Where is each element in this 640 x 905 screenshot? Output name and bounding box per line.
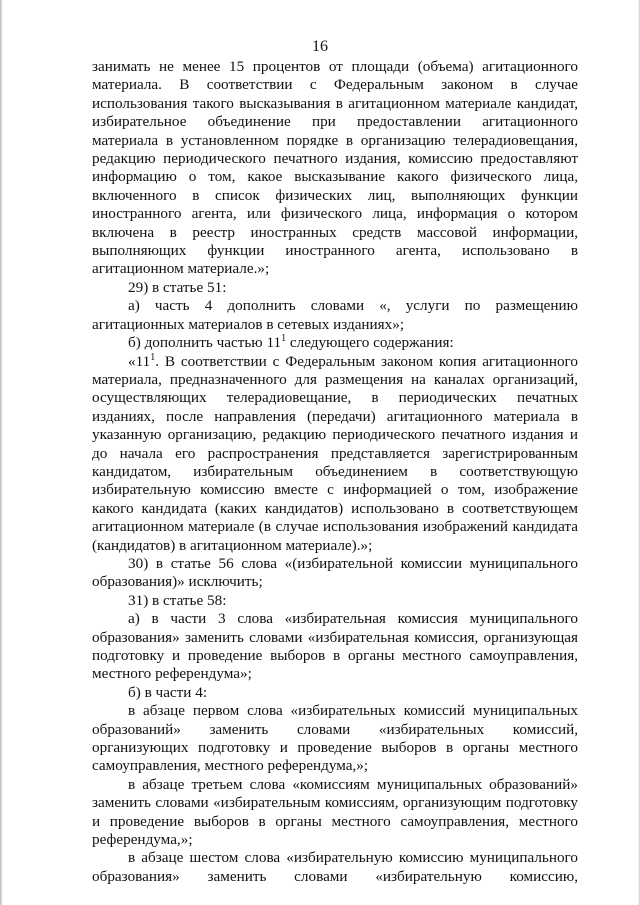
paragraph-abzac-1: в абзаце первом слова «избирательных комиссий муниципальных образований» заменить словами «избирательных комиссий, организующих подготовку и проведение выборов в органы местного самоуправления, местного референдума,»; — [92, 702, 578, 775]
paragraph-item-29a: а) часть 4 дополнить словами «, услуги по размещению агитационных материалов в сетевых изданиях»; — [92, 297, 578, 333]
paragraph-text: следующего содержания: — [286, 334, 454, 352]
paragraph-continuation: занимать не менее 15 процентов от площади (объема) агитационного материала. В соответствии с Федеральным законом в случае использования такого высказывания в агитационном материале кандидат, избирательное объединение при предоставлении агитационного материала в установленном порядке в организацию телерадиовещания, редакцию периодического печатного издания, комиссию предоставляют информацию о том, какое высказывание какого физического лица, включенного в список физических лиц, выполняющих функции иностранного агента, или физического лица, информация о котором включена в реестр иностранных средств массовой информации, выполняющих функции иностранного агента, использовано в агитационном материале.»; — [92, 58, 578, 278]
paragraph-text: «11 — [128, 352, 151, 370]
paragraph-abzac-3: в абзаце третьем слова «комиссиям муниципальных образований» заменить словами «избирательным комиссиям, организующим подготовку и проведение выборов в органы местного самоуправления, местного референдума,»; — [92, 775, 578, 849]
document-body — [92, 58, 578, 886]
superscript: 1 — [281, 333, 287, 345]
paragraph-item-29: 29) в статье 51: — [128, 278, 227, 296]
paragraph-item-31b: б) в части 4: — [128, 683, 208, 701]
superscript: 1 — [150, 351, 156, 363]
page-number: 16 — [312, 38, 328, 55]
paragraph-text: б) дополнить частью 11 — [128, 334, 282, 352]
paragraph-item-31: 31) в статье 58: — [128, 591, 227, 609]
paragraph-abzac-6: в абзаце шестом слова «избирательную комиссию муниципального образования» заменить словами «избирательную комиссию, — [92, 849, 578, 885]
paragraph-text: . В соответствии с Федеральным законом копия агитационного материала, предназначенного для размещения на каналах организаций, осуществляющих телерадиовещание, в периодических печатных изданиях, после направления (передачи) агитационного материала в указанную организацию, редакцию периодического печатного издания и до начала его распространения представляется зарегистрированным кандидатом, избирательным объединением в соответствующую избирательную комиссию вместе с информацией о том, изображение какого кандидата (каких кандидатов) использовано в соответствующем агитационном материале (в случае использования изображений кандидата (кандидатов) в агитационном материале).»; — [92, 352, 578, 554]
paragraph-item-31a: а) в части 3 слова «избирательная комиссия муниципального образования» заменить словами «избирательная комиссия, организующая подготовку и проведение выборов в органы местного самоуправления, местного референдума»; — [92, 610, 578, 683]
paragraph-part-11-1 — [92, 353, 578, 555]
paragraph-item-29b — [92, 334, 578, 352]
scan-left-edge — [0, 0, 3, 905]
paragraph-item-30: 30) в статье 56 слова «(избирательной комиссии муниципального образования)» исключить; — [92, 554, 578, 591]
